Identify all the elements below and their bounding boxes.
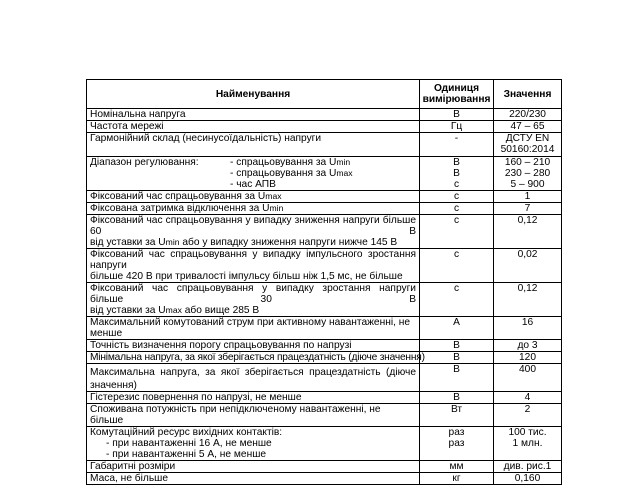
row-name: Мінімальна напруга, за якої зберігається працездатність (діюче значення) (87, 352, 420, 364)
unit-line: В (453, 157, 460, 168)
row-value: 47 – 65 (494, 121, 562, 133)
table-row (87, 283, 562, 317)
unit-line: раз (448, 438, 465, 449)
range-sub-item: - час АПВ (230, 179, 276, 190)
table-row (87, 317, 562, 340)
table-row (87, 249, 562, 283)
row-unit (420, 157, 494, 191)
row-name: Споживана потужність при непідключеному навантаженні, не більше (87, 404, 420, 427)
value-line: 100 тис. (508, 427, 547, 438)
row-name-line: Комутаційний ресурс вихідних контактів: (90, 427, 283, 438)
row-name-subscript: max (165, 305, 182, 315)
row-unit: Вт (420, 404, 494, 427)
row-name: Маса, не більше (87, 473, 420, 485)
row-unit: В (420, 352, 494, 364)
table-row (87, 203, 562, 215)
row-name-text: від уставки за U (90, 305, 166, 316)
row-value: 16 (494, 317, 562, 340)
row-unit: В (420, 392, 494, 404)
row-name (87, 364, 420, 392)
row-name: Гармонійний склад (несинусоїдальність) напруги (87, 133, 420, 157)
row-name: Номінальна напруга (87, 109, 420, 121)
row-value: 1 (494, 191, 562, 203)
header-unit: Одиниця вимірювання (420, 80, 494, 109)
row-value (494, 157, 562, 191)
header-value: Значення (494, 80, 562, 109)
range-label: Діапазон регулювання: (90, 157, 199, 168)
row-value (494, 427, 562, 461)
row-name-line: - при навантаженні 16 А, не менше (106, 438, 272, 449)
table-header-row (87, 80, 562, 109)
row-value (494, 133, 562, 157)
range-sub-item: - спрацьовування за U (230, 157, 337, 168)
row-name: Частота мережі (87, 121, 420, 133)
value-line: 230 – 280 (504, 168, 551, 179)
row-unit: Гц (420, 121, 494, 133)
value-line: 1 млн. (512, 438, 543, 449)
row-name-line: значення) (90, 380, 137, 391)
row-name: Максимальний комутований струм при активному навантаженні, не менше (87, 317, 420, 340)
row-name-text: або вище 285 В (181, 305, 260, 316)
range-sub-item-subscript: min (336, 157, 351, 167)
row-name-subscript: min (165, 237, 180, 247)
table-row (87, 352, 562, 364)
unit-line: раз (448, 427, 465, 438)
table-row (87, 157, 562, 191)
table-row (87, 461, 562, 473)
row-name-line: більше 420 В при тривалості імпульсу більш ніж 1,5 мс, не більше (90, 271, 403, 282)
unit-line: В (453, 168, 460, 179)
row-name (87, 427, 420, 461)
row-unit: с (420, 191, 494, 203)
table-row (87, 215, 562, 249)
row-value: 120 (494, 352, 562, 364)
row-value: 2 (494, 404, 562, 427)
row-value: 4 (494, 392, 562, 404)
table-row (87, 191, 562, 203)
row-unit: В (420, 364, 494, 392)
row-value: 0,02 (494, 249, 562, 283)
row-unit: кг (420, 473, 494, 485)
row-value: 0,12 (494, 215, 562, 249)
row-unit: А (420, 317, 494, 340)
row-value: див. рис.1 (494, 461, 562, 473)
table-row (87, 404, 562, 427)
row-name-line: Фіксований час спрацьовування у випадку імпульсного зростання напруги (90, 249, 416, 271)
row-name-subscript: min (269, 203, 284, 213)
row-value: 400 (494, 364, 562, 392)
row-name (87, 215, 420, 249)
header-name: Найменування (87, 80, 420, 109)
value-line: 5 – 900 (510, 179, 545, 190)
row-name (87, 191, 420, 203)
row-name (87, 203, 420, 215)
specifications-table (86, 79, 562, 485)
table-row (87, 427, 562, 461)
row-name-subscript: max (265, 191, 282, 201)
row-unit: В (420, 109, 494, 121)
row-name-line: - при навантаженні 5 А, не менше (106, 449, 267, 460)
table-row (87, 109, 562, 121)
value-line: 50160:2014 (500, 144, 555, 155)
row-unit: с (420, 215, 494, 249)
row-name-line: Фіксований час спрацьовування у випадку зростання напруги більше 30 В (90, 283, 416, 305)
row-name-line: Максимальна напруга, за якої зберігається працездатність (діюче (90, 367, 416, 378)
value-line: 160 – 210 (504, 157, 551, 168)
row-unit (420, 427, 494, 461)
row-value: 0,160 (494, 473, 562, 485)
unit-line: с (453, 179, 460, 190)
row-name-text: Фіксована затримка відключення за U (90, 203, 270, 214)
table-row (87, 364, 562, 392)
row-value: 7 (494, 203, 562, 215)
table-row (87, 133, 562, 157)
table-row (87, 340, 562, 352)
row-value: 0,12 (494, 283, 562, 317)
row-name-text: Фіксований час спрацьовування за U (90, 191, 266, 202)
row-name-text: або у випадку зниження напруги нижче 145 В (179, 237, 398, 248)
row-name-line: Фіксований час спрацьовування у випадку зниження напруги більше 60 В (90, 215, 416, 237)
range-sub-items (230, 157, 353, 190)
table-row (87, 121, 562, 133)
table-row (87, 392, 562, 404)
row-unit: мм (420, 461, 494, 473)
row-unit: - (420, 133, 494, 157)
row-name (87, 283, 420, 317)
row-name (87, 157, 420, 191)
row-name-text: від уставки за U (90, 237, 166, 248)
range-sub-item: - спрацьовування за U (230, 168, 337, 179)
table-row (87, 473, 562, 485)
row-name (87, 249, 420, 283)
row-name: Гістерезис повернення по напрузі, не менше (87, 392, 420, 404)
row-unit: с (420, 203, 494, 215)
row-value: до 3 (494, 340, 562, 352)
range-sub-item-subscript: max (336, 168, 353, 178)
row-unit: В (420, 340, 494, 352)
row-name: Точність визначення порогу спрацьовування по напрузі (87, 340, 420, 352)
row-unit: с (420, 249, 494, 283)
row-value: 220/230 (494, 109, 562, 121)
row-name: Габаритні розміри (87, 461, 420, 473)
value-line: ДСТУ EN (505, 133, 550, 144)
row-unit: с (420, 283, 494, 317)
